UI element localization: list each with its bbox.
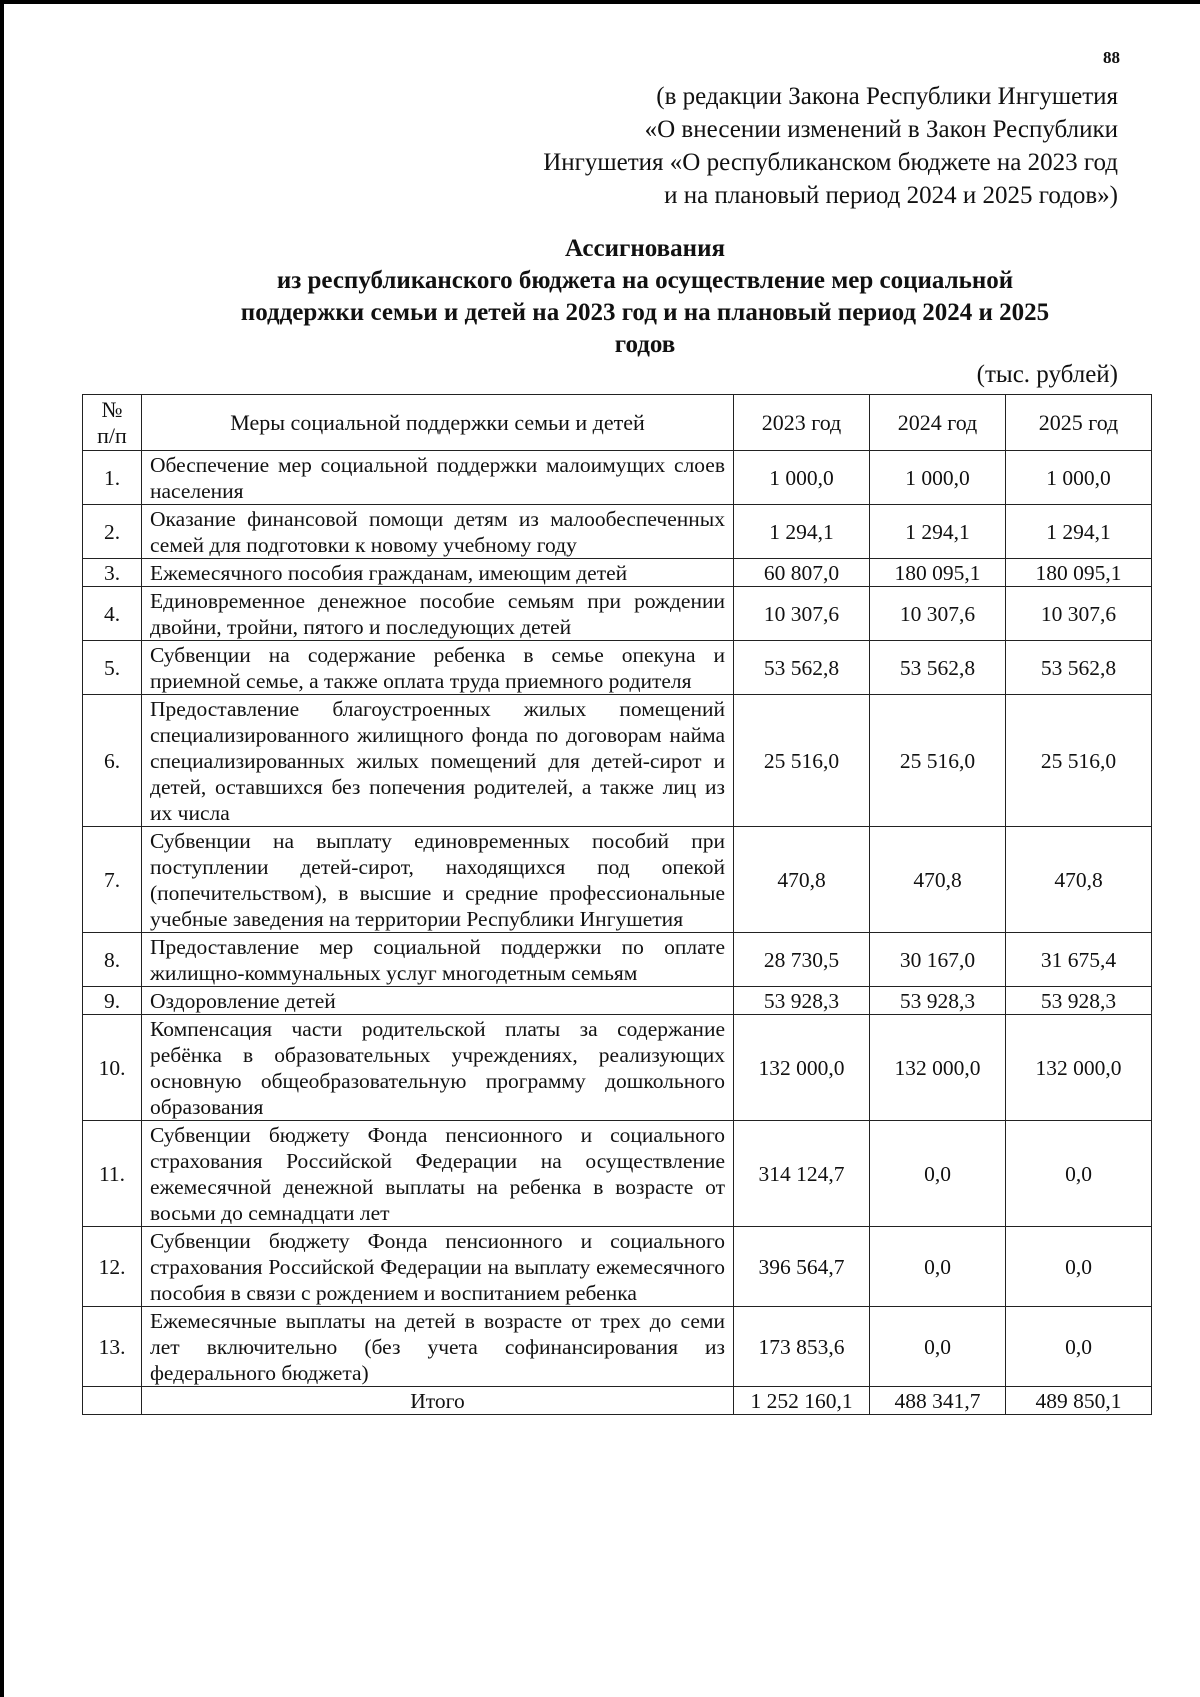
title-line: из республиканского бюджета на осуществление мер социальной — [276, 267, 1014, 294]
row-2024: 470,8 — [870, 827, 1006, 933]
row-2024: 25 516,0 — [870, 695, 1006, 827]
row-2024: 0,0 — [870, 1227, 1006, 1307]
header-name: Меры социальной поддержки семьи и детей — [142, 395, 734, 451]
row-2025: 132 000,0 — [1006, 1015, 1152, 1121]
total-num — [83, 1387, 142, 1415]
row-2023: 60 807,0 — [734, 559, 870, 587]
table-row — [83, 1015, 1152, 1121]
row-2023: 10 307,6 — [734, 587, 870, 641]
row-measure: Субвенции на содержание ребенка в семье опекуна и приемной семье, а также оплата труда приемного родителя — [142, 641, 734, 695]
total-row — [83, 1387, 1152, 1415]
row-num: 12. — [83, 1227, 142, 1307]
row-measure: Предоставление благоустроенных жилых помещений специализированного жилищного фонда по договорам найма специализированных жилых помещений для детей-сирот и детей, оставшихся без попечения родителей, а также лиц из их числа — [142, 695, 734, 827]
row-num: 11. — [83, 1121, 142, 1227]
appropriations-table — [82, 394, 1152, 1415]
table-row — [83, 827, 1152, 933]
table-row — [83, 1121, 1152, 1227]
page-number: 88 — [1103, 48, 1120, 67]
header-num: № п/п — [83, 395, 142, 451]
table-body — [83, 451, 1152, 1415]
table-row — [83, 987, 1152, 1015]
row-num: 2. — [83, 505, 142, 559]
row-2023: 53 562,8 — [734, 641, 870, 695]
row-measure: Обеспечение мер социальной поддержки малоимущих слоев населения — [142, 451, 734, 505]
row-2025: 10 307,6 — [1006, 587, 1152, 641]
row-num: 4. — [83, 587, 142, 641]
row-2025: 31 675,4 — [1006, 933, 1152, 987]
row-measure: Оздоровление детей — [142, 987, 734, 1015]
total-label: Итого — [142, 1387, 734, 1415]
title-line: поддержки семьи и детей на 2023 год и на плановый период 2024 и 2025 — [240, 299, 1050, 326]
row-2025: 53 562,8 — [1006, 641, 1152, 695]
row-measure: Ежемесячные выплаты на детей в возрасте от трех до семи лет включительно (без учета софинансирования из федерального бюджета) — [142, 1307, 734, 1387]
row-2025: 53 928,3 — [1006, 987, 1152, 1015]
row-2025: 180 095,1 — [1006, 559, 1152, 587]
total-2023: 1 252 160,1 — [734, 1387, 870, 1415]
row-measure: Компенсация части родительской платы за содержание ребёнка в образовательных учреждениях, реализующих основную общеобразовательную программу дошкольного образования — [142, 1015, 734, 1121]
table-row — [83, 933, 1152, 987]
table-row — [83, 451, 1152, 505]
row-2025: 0,0 — [1006, 1227, 1152, 1307]
row-2024: 1 000,0 — [870, 451, 1006, 505]
row-measure: Оказание финансовой помощи детям из малообеспеченных семей для подготовки к новому учебному году — [142, 505, 734, 559]
row-num: 9. — [83, 987, 142, 1015]
row-num: 1. — [83, 451, 142, 505]
amendment-note-line: Ингушетия «О республиканском бюджете на 2023 год — [543, 149, 1118, 176]
row-measure: Субвенции на выплату единовременных пособий при поступлении детей-сирот, находящихся под опекой (попечительством), в высшие и средние профессиональные учебные заведения на территории Республики Ингушетия — [142, 827, 734, 933]
row-2024: 0,0 — [870, 1307, 1006, 1387]
scan-border-left — [0, 0, 4, 1697]
row-2023: 173 853,6 — [734, 1307, 870, 1387]
units-label: (тыс. рублей) — [976, 361, 1118, 388]
table-row — [83, 695, 1152, 827]
amendment-note — [398, 80, 1118, 212]
row-num: 10. — [83, 1015, 142, 1121]
amendment-note-line: (в редакции Закона Республики Ингушетия — [656, 83, 1118, 110]
title-line: Ассигнования — [565, 235, 725, 262]
table-row — [83, 587, 1152, 641]
table-row — [83, 1307, 1152, 1387]
row-num: 7. — [83, 827, 142, 933]
row-measure: Субвенции бюджету Фонда пенсионного и социального страхования Российской Федерации на выплату ежемесячного пособия в связи с рождением и воспитанием ребенка — [142, 1227, 734, 1307]
row-2025: 470,8 — [1006, 827, 1152, 933]
table-row — [83, 505, 1152, 559]
row-2023: 132 000,0 — [734, 1015, 870, 1121]
row-2025: 0,0 — [1006, 1121, 1152, 1227]
row-2024: 10 307,6 — [870, 587, 1006, 641]
header-2023: 2023 год — [734, 395, 870, 451]
row-2025: 0,0 — [1006, 1307, 1152, 1387]
row-num: 3. — [83, 559, 142, 587]
table-row — [83, 559, 1152, 587]
table-row — [83, 1227, 1152, 1307]
row-2024: 0,0 — [870, 1121, 1006, 1227]
row-measure: Ежемесячного пособия гражданам, имеющим детей — [142, 559, 734, 587]
row-measure: Предоставление мер социальной поддержки по оплате жилищно-коммунальных услуг многодетным семьям — [142, 933, 734, 987]
row-2024: 53 928,3 — [870, 987, 1006, 1015]
document-title — [120, 233, 1170, 361]
row-2023: 1 000,0 — [734, 451, 870, 505]
row-2023: 470,8 — [734, 827, 870, 933]
total-2024: 488 341,7 — [870, 1387, 1006, 1415]
header-2024: 2024 год — [870, 395, 1006, 451]
row-2023: 1 294,1 — [734, 505, 870, 559]
row-2025: 1 000,0 — [1006, 451, 1152, 505]
row-num: 8. — [83, 933, 142, 987]
row-2025: 25 516,0 — [1006, 695, 1152, 827]
row-2023: 28 730,5 — [734, 933, 870, 987]
row-2024: 180 095,1 — [870, 559, 1006, 587]
amendment-note-line: «О внесении изменений в Закон Республики — [644, 116, 1118, 143]
row-2024: 1 294,1 — [870, 505, 1006, 559]
row-2023: 314 124,7 — [734, 1121, 870, 1227]
row-2025: 1 294,1 — [1006, 505, 1152, 559]
total-2025: 489 850,1 — [1006, 1387, 1152, 1415]
row-2024: 132 000,0 — [870, 1015, 1006, 1121]
title-line: годов — [614, 331, 676, 358]
row-num: 6. — [83, 695, 142, 827]
table-header-row — [83, 395, 1152, 451]
row-measure: Единовременное денежное пособие семьям при рождении двойни, тройни, пятого и последующих детей — [142, 587, 734, 641]
header-2025: 2025 год — [1006, 395, 1152, 451]
amendment-note-line: и на плановый период 2024 и 2025 годов») — [664, 182, 1118, 209]
row-2023: 25 516,0 — [734, 695, 870, 827]
row-2024: 30 167,0 — [870, 933, 1006, 987]
scan-border-top — [0, 0, 1200, 4]
table-row — [83, 641, 1152, 695]
row-2024: 53 562,8 — [870, 641, 1006, 695]
row-num: 13. — [83, 1307, 142, 1387]
row-2023: 396 564,7 — [734, 1227, 870, 1307]
row-measure: Субвенции бюджету Фонда пенсионного и социального страхования Российской Федерации на осуществление ежемесячной денежной выплаты на ребенка в возрасте от восьми до семнадцати лет — [142, 1121, 734, 1227]
row-2023: 53 928,3 — [734, 987, 870, 1015]
row-num: 5. — [83, 641, 142, 695]
